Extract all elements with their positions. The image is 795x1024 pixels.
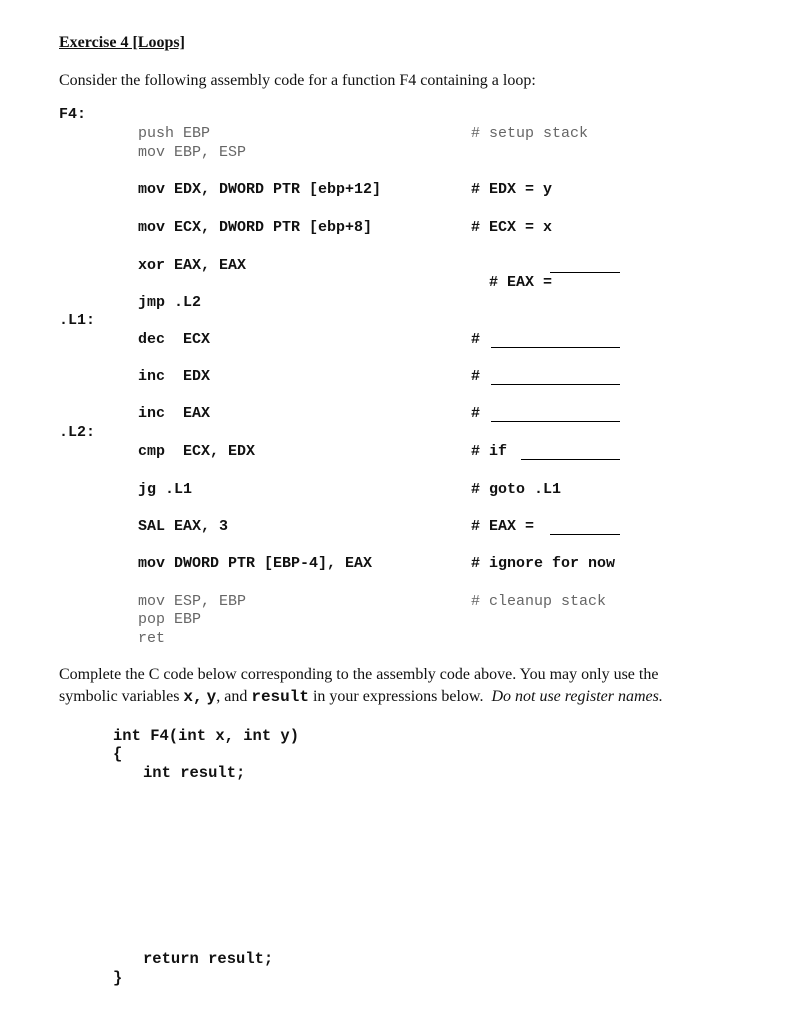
asm-line-xor: xor EAX, EAX (138, 257, 247, 274)
comment-dec: # (471, 331, 481, 348)
asm-line-push-ebp: push EBP (138, 125, 211, 142)
asm-line-pop-ebp: pop EBP (138, 611, 202, 628)
c-code-answer-area[interactable] (140, 790, 740, 940)
comment-goto: # goto .L1 (471, 481, 562, 498)
label-f4: F4: (59, 106, 87, 123)
c-close-brace: } (113, 969, 123, 987)
instructions-line-1: Complete the C code below corresponding to the assembly code above. You may only use the (59, 666, 659, 683)
asm-line-dec: dec ECX (138, 331, 211, 348)
answer-blank-eax-shift[interactable] (550, 534, 620, 535)
instructions-text-mid: , and (216, 688, 252, 705)
comment-eax-init (471, 257, 552, 291)
asm-line-mov-store: mov DWORD PTR [EBP-4], EAX (138, 555, 373, 572)
asm-line-ret: ret (138, 630, 166, 647)
comment-eax-shift: # EAX = (471, 518, 535, 535)
asm-line-mov-ebp-esp: mov EBP, ESP (138, 144, 247, 161)
instructions-text-post: in your expressions below. (308, 688, 484, 705)
asm-line-mov-edx: mov EDX, DWORD PTR [ebp+12] (138, 181, 382, 198)
asm-line-cmp: cmp ECX, EDX (138, 443, 256, 460)
asm-line-jmp: jmp .L2 (138, 294, 202, 311)
exercise-intro: Consider the following assembly code for a function F4 containing a loop: (59, 72, 536, 89)
comment-edx-y: # EDX = y (471, 181, 553, 198)
comment-inc-eax: # (471, 405, 481, 422)
comment-if: # if (471, 443, 508, 460)
asm-line-jg: jg .L1 (138, 481, 193, 498)
var-y: y (206, 688, 217, 706)
asm-line-mov-ecx: mov ECX, DWORD PTR [ebp+8] (138, 219, 373, 236)
answer-blank-eax-init[interactable] (550, 272, 620, 273)
var-result: result (251, 688, 309, 706)
comment-cleanup-stack: # cleanup stack (471, 593, 607, 610)
c-signature: int F4(int x, int y) (113, 727, 300, 745)
asm-line-inc-edx: inc EDX (138, 368, 211, 385)
asm-line-mov-esp-ebp: mov ESP, EBP (138, 593, 247, 610)
var-x: x, (183, 688, 203, 706)
label-l2: .L2: (59, 424, 96, 441)
c-return: return result; (143, 950, 274, 968)
comment-ecx-x: # ECX = x (471, 219, 553, 236)
comment-ignore: # ignore for now (471, 555, 616, 572)
answer-blank-inc-eax[interactable] (491, 421, 620, 422)
asm-line-sal: SAL EAX, 3 (138, 518, 229, 535)
answer-blank-dec[interactable] (491, 347, 620, 348)
instructions-text-pre: symbolic variables (59, 688, 184, 705)
instructions-line-2 (59, 688, 663, 706)
instructions-emphasis: Do not use register names. (491, 688, 663, 705)
c-open-brace: { (113, 745, 123, 763)
answer-blank-if[interactable] (521, 459, 620, 460)
label-l1: .L1: (59, 312, 96, 329)
comment-eax-init-text: # EAX = (489, 274, 553, 291)
comment-setup-stack: # setup stack (471, 125, 589, 142)
c-decl: int result; (143, 764, 246, 782)
asm-line-inc-eax: inc EAX (138, 405, 211, 422)
comment-inc-edx: # (471, 368, 481, 385)
exercise-title: Exercise 4 [Loops] (59, 34, 185, 51)
answer-blank-inc-edx[interactable] (491, 384, 620, 385)
